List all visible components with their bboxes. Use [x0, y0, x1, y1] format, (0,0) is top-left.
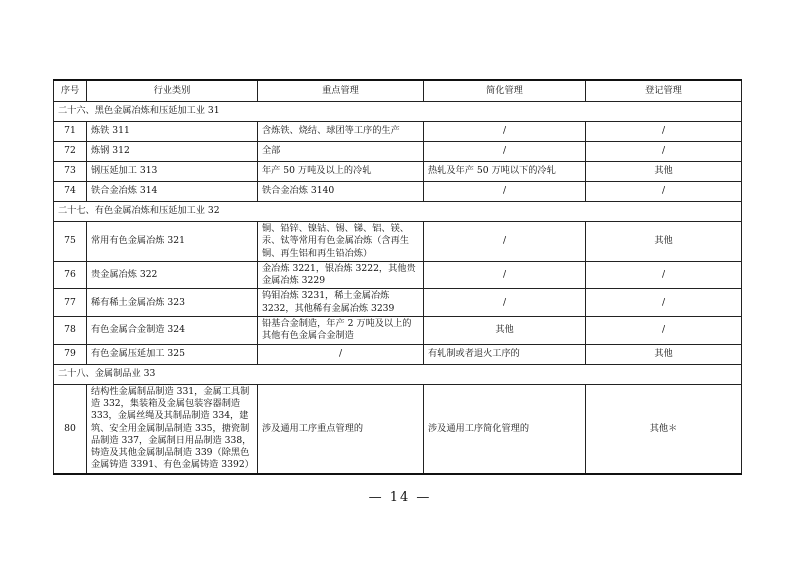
category-cell: 稀有稀土金属冶炼 323: [87, 289, 258, 317]
simplified-management-cell: /: [424, 222, 586, 262]
category-cell: 常用有色金属冶炼 321: [87, 222, 258, 262]
simplified-management-cell: /: [424, 142, 586, 162]
section-row: [54, 364, 742, 384]
key-management-cell: 金冶炼 3221，银冶炼 3222，其他贵金属冶炼 3229: [258, 261, 424, 289]
key-management-cell: 铅基合金制造，年产 2 万吨及以上的其他有色金属合金制造: [258, 317, 424, 345]
row-number: 77: [54, 289, 87, 317]
key-management-cell: 铜、铅锌、镍钴、锡、锑、铝、镁、汞、钛等常用有色金属冶炼（含再生铜、再生铝和再生铅冶炼）: [258, 222, 424, 262]
key-management-cell: 涉及通用工序重点管理的: [258, 384, 424, 474]
simplified-management-cell: 热轧及年产 50 万吨以下的冷轧: [424, 162, 586, 182]
simplified-management-cell: /: [424, 122, 586, 142]
registration-management-cell: /: [586, 289, 742, 317]
table-row: [54, 317, 742, 345]
category-cell: 炼铁 311: [87, 122, 258, 142]
key-management-cell: /: [258, 344, 424, 364]
simplified-management-cell: /: [424, 289, 586, 317]
registration-management-cell: 其他: [586, 162, 742, 182]
row-number: 73: [54, 162, 87, 182]
table-body: [54, 102, 742, 474]
key-management-cell: 钨钼冶炼 3231，稀土金属冶炼 3232，其他稀有金属冶炼 3239: [258, 289, 424, 317]
table-row: [54, 162, 742, 182]
table-row: [54, 289, 742, 317]
section-title: 二十八、金属制品业 33: [54, 364, 742, 384]
registration-management-cell: /: [586, 182, 742, 202]
section-row: [54, 202, 742, 222]
section-title: 二十六、黑色金属冶炼和压延加工业 31: [54, 102, 742, 122]
category-cell: 贵金属冶炼 322: [87, 261, 258, 289]
header-registration-management: 登记管理: [586, 80, 742, 102]
row-number: 76: [54, 261, 87, 289]
row-number: 80: [54, 384, 87, 474]
row-number: 79: [54, 344, 87, 364]
row-number: 75: [54, 222, 87, 262]
category-cell: 铁合金冶炼 314: [87, 182, 258, 202]
simplified-management-cell: 其他: [424, 317, 586, 345]
simplified-management-cell: 涉及通用工序简化管理的: [424, 384, 586, 474]
table-row: [54, 261, 742, 289]
table-row: [54, 142, 742, 162]
category-cell: 有色金属压延加工 325: [87, 344, 258, 364]
registration-management-cell: /: [586, 122, 742, 142]
permit-management-table: [53, 79, 742, 475]
key-management-cell: 年产 50 万吨及以上的冷轧: [258, 162, 424, 182]
table-row: [54, 222, 742, 262]
header-no: 序号: [54, 80, 87, 102]
registration-management-cell: /: [586, 142, 742, 162]
table-row: [54, 122, 742, 142]
category-cell: 钢压延加工 313: [87, 162, 258, 182]
table-row: [54, 384, 742, 474]
page-number: — 14 —: [368, 490, 432, 505]
header-category: 行业类别: [87, 80, 258, 102]
registration-management-cell: /: [586, 261, 742, 289]
category-cell: 有色金属合金制造 324: [87, 317, 258, 345]
key-management-cell: 铁合金冶炼 3140: [258, 182, 424, 202]
registration-management-cell: 其他: [586, 344, 742, 364]
table-header-row: [54, 80, 742, 102]
row-number: 78: [54, 317, 87, 345]
table-row: [54, 182, 742, 202]
key-management-cell: 全部: [258, 142, 424, 162]
registration-management-cell: 其他＊: [586, 384, 742, 474]
category-cell: 结构性金属制品制造 331，金属工具制造 332，集装箱及金属包装容器制造 333，金属丝绳及其制品制造 334，建筑、安全用金属制品制造 335，搪瓷制品制造 337，金属制日用品制造 338，铸造及其他金属制品制造 339（除黑色金属铸造 3391、有色金属铸造 3392）: [87, 384, 258, 474]
key-management-cell: 含炼铁、烧结、球团等工序的生产: [258, 122, 424, 142]
section-row: [54, 102, 742, 122]
simplified-management-cell: /: [424, 182, 586, 202]
section-title: 二十七、有色金属冶炼和压延加工业 32: [54, 202, 742, 222]
row-number: 74: [54, 182, 87, 202]
row-number: 72: [54, 142, 87, 162]
header-simplified-management: 简化管理: [424, 80, 586, 102]
table-row: [54, 344, 742, 364]
registration-management-cell: /: [586, 317, 742, 345]
header-key-management: 重点管理: [258, 80, 424, 102]
simplified-management-cell: 有轧制或者退火工序的: [424, 344, 586, 364]
row-number: 71: [54, 122, 87, 142]
simplified-management-cell: /: [424, 261, 586, 289]
registration-management-cell: 其他: [586, 222, 742, 262]
category-cell: 炼钢 312: [87, 142, 258, 162]
